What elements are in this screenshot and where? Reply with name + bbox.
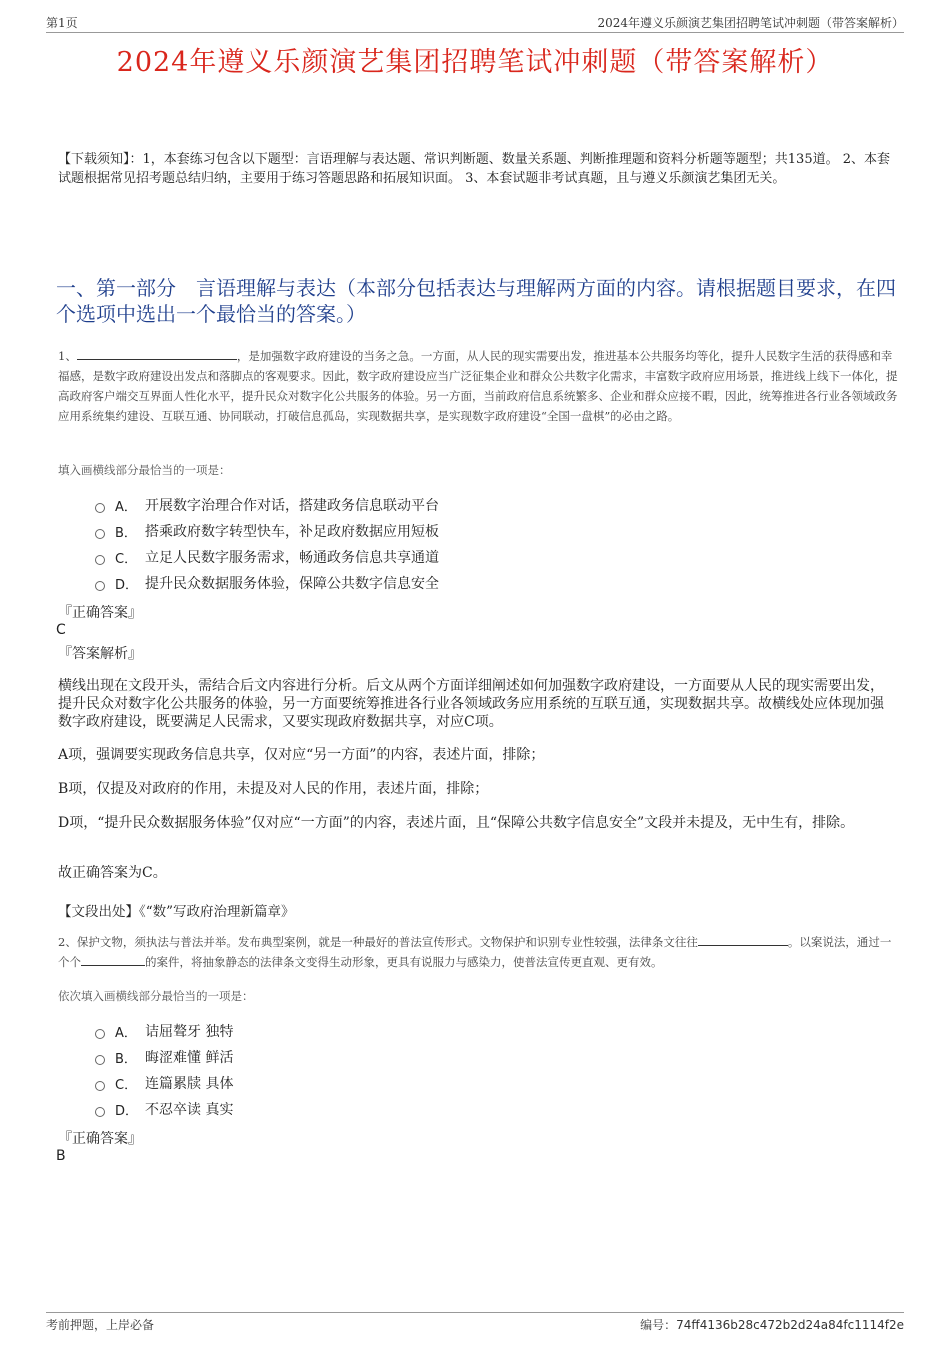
option-d[interactable]: D． 不忍卒读 真实 (95, 1096, 233, 1122)
fill-blank (81, 953, 145, 966)
question-2-prompt: 依次填入画横线部分最恰当的一项是： (58, 989, 254, 1003)
question-2-options (95, 1018, 233, 1122)
question-number: 1、 (58, 349, 77, 363)
footer-code: 编号：74ff4136b28c472b2d24a84fc1114f2e (640, 1318, 904, 1332)
answer-label: 『正确答案』 (58, 1131, 142, 1147)
page-footer (46, 1312, 904, 1333)
analysis-label: 『答案解析』 (58, 646, 142, 662)
fill-blank (698, 933, 788, 946)
page-title: 2024年遵义乐颜演艺集团招聘笔试冲刺题（带答案解析） (116, 47, 834, 78)
question-body: ，是加强数字政府建设的当务之急。一方面，从人民的现实需要出发，推进基本公共服务均等化，提升人民数字生活的获得感和幸福感，是数字政府建设出发点和落脚点的客观要求。因此，数字政府建设应当广泛征集企业和群众公共数字化需求，丰富数字政府应用场景，推进线上线下一体化，提高政府客户端交互界面人性化水平，提升民众对数字化公共服务的体验。另一方面，当前政府信息系统繁多、企业和群众应接不暇，因此，统筹推进各行业各领域政务应用系统集约建设、互联互通、协同联动，打破信息孤岛，实现数据共享，是实现数字政府建设“全国一盘棋”的必由之路。 (58, 349, 898, 423)
question-body: 的案件，将抽象静态的法律条文变得生动形象，更具有说服力与感染力，使普法宣传更直观、更有效。 (145, 955, 663, 969)
analysis-paragraph: B项，仅提及对政府的作用，未提及对人民的作用，表述片面，排除； (58, 781, 489, 797)
answer-label: 『正确答案』 (58, 605, 142, 621)
radio-icon[interactable] (95, 529, 105, 539)
option-c[interactable]: C． 连篇累牍 具体 (95, 1070, 233, 1096)
section-title: 一、第一部分 言语理解与表达（本部分包括表达与理解两方面的内容。请根据题目要求，在四个选项中选出一个最恰当的答案。） (56, 276, 896, 326)
passage-source: 【文段出处】《“数”写政府治理新篇章》 (58, 904, 295, 920)
page-header (46, 12, 904, 33)
page-number: 第1页 (46, 16, 78, 30)
option-a[interactable]: A． 诘屈聱牙 独特 (95, 1018, 233, 1044)
radio-icon[interactable] (95, 1107, 105, 1117)
radio-icon[interactable] (95, 503, 105, 513)
radio-icon[interactable] (95, 1029, 105, 1039)
analysis-paragraph: 横线出现在文段开头，需结合后文内容进行分析。后文从两个方面详细阐述如何加强数字政府建设，一方面要从人民的现实需要出发，提升民众对数字化公共服务的体验，另一方面要统筹推进各行业各领域政务应用系统的互联互通，实现数据共享。故横线处应体现加强数字政府建设，既要满足人民需求，又要实现政府数据共享，对应C项。 (58, 678, 884, 730)
analysis-paragraph: D项，“提升民众数据服务体验”仅对应“一方面”的内容，表述片面，且“保障公共数字信息安全”文段并未提及，无中生有，排除。 (58, 815, 855, 831)
option-b[interactable]: B． 晦涩难懂 鲜活 (95, 1044, 233, 1070)
question-body: 。以案说法，通过一个个 (58, 935, 892, 969)
radio-icon[interactable] (95, 555, 105, 565)
option-c[interactable]: C． 立足人民数字服务需求，畅通政务信息共享通道 (95, 544, 439, 570)
option-b[interactable]: B． 搭乘政府数字转型快车，补足政府数据应用短板 (95, 518, 439, 544)
radio-icon[interactable] (95, 1081, 105, 1091)
option-a[interactable]: A． 开展数字治理合作对话，搭建政务信息联动平台 (95, 492, 439, 518)
question-2-text (58, 932, 898, 972)
question-1-options (95, 492, 439, 596)
footer-slogan: 考前押题，上岸必备 (46, 1318, 155, 1332)
fill-blank (77, 347, 237, 360)
radio-icon[interactable] (95, 1055, 105, 1065)
answer-value: B (56, 1148, 66, 1164)
question-1-text (58, 346, 898, 426)
radio-icon[interactable] (95, 581, 105, 591)
option-d[interactable]: D． 提升民众数据服务体验，保障公共数字信息安全 (95, 570, 439, 596)
question-1-prompt: 填入画横线部分最恰当的一项是： (58, 463, 231, 477)
analysis-paragraph: A项，强调要实现政务信息共享，仅对应“另一方面”的内容，表述片面，排除； (58, 747, 545, 763)
question-number: 2、 (58, 935, 77, 949)
download-notice: 【下载须知】：1，本套练习包含以下题型：言语理解与表达题、常识判断题、数量关系题、判断推理题和资料分析题等题型；共135道。 2、本套试题根据常见招考题总结归纳，主要用于练习答题思路和拓展知识面。 3、本套试题非考试真题，且与遵义乐颜演艺集团无关。 (58, 152, 890, 186)
question-body: 保护文物，须执法与普法并举。发布典型案例，就是一种最好的普法宣传形式。文物保护和识别专业性较强，法律条文往往 (76, 935, 698, 949)
header-doc-title: 2024年遵义乐颜演艺集团招聘笔试冲刺题（带答案解析） (597, 16, 904, 30)
answer-value: C (56, 622, 66, 638)
analysis-paragraph: 故正确答案为C。 (58, 865, 167, 881)
